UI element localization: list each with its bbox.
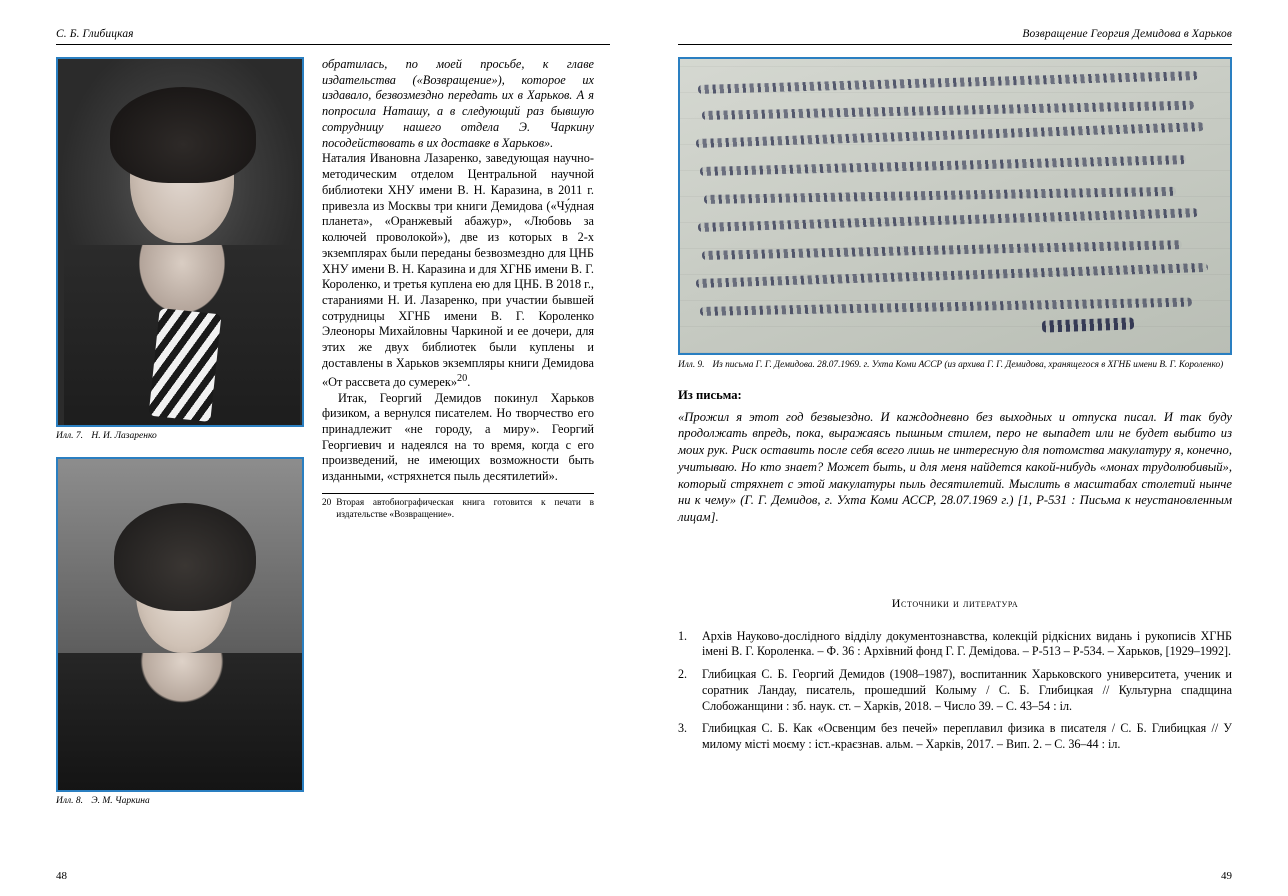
handwriting-strokes [680, 59, 1230, 353]
figure-9 [678, 57, 1232, 372]
paragraph-lazarenko: Наталия Ивановна Лазаренко, заведующая научно-методическим отделом Центральной научной библиотеки ХНУ имени В. Н. Каразина, в 2011 г. привезла из Москвы три книги Демидова («Чу́дная планета», «Оранжевый абажур», «Любовь за колючей проволокой»), две из которых в 2-х экземплярах были переданы безвозмездно для ЦНБ ХНУ имени В. Н. Каразина и для ХГНБ имени В. Г. Короленко, и третья куплена ею для ЦНБ. В 2018 г., стараниями Н. И. Лазаренко, при участии бывшей сотрудницы ХГНБ имени В. Г. Короленко Элеоноры Михайловны Чаркиной и ее дочери, для этих же двух библиотек были куплены и доставлены в Харьков экземпляры книги Демидова «От рассвета до сумерек»$^{20}$. [322, 151, 594, 389]
reference-text: Глибицкая С. Б. Георгий Демидов (1908–1987), воспитанник Харьковского университета, ученик и соратник Ландау, писатель, прошедший Колыму / С. Б. Глибицкая // Культурна спадщина Слобожанщини : зб. наук. ст. – Харків, 2018. – Число 39. – С. 43–54 : іл. [702, 667, 1232, 713]
reference-item [678, 667, 1232, 714]
paragraph-conclusion: Итак, Георгий Демидов покинул Харьков физиком, а вернулся писателем. Но творчество его принадлежит «не городу, а миру». Георгий Георгиевич и надеялся на то время, когда с его произведений, не имеющих возможности быть изданными, «стряхнется пыль десятилетий». [322, 390, 594, 484]
reference-item [678, 629, 1232, 660]
folio-left: 48 [56, 870, 67, 882]
figure-8-number: Илл. 8. [56, 795, 84, 806]
paragraph-quote-continued: обратилась, по моей просьбе, к главе издательства («Возвращение»), которое их издавало, безвозмездно передать их в Харьков. А я попросила Наташу, а в следующий раз бывшую сотрудницу нашего отдела Э. Чаркину посодействовать в их доставке в Харьков». [322, 57, 594, 150]
quote-lead-in: Из письма: [678, 387, 742, 402]
page-right [644, 0, 1288, 896]
footnote-marker-20: 20 [456, 372, 468, 384]
reference-number: 3. [678, 721, 688, 736]
portrait-photo-charkina [56, 457, 304, 792]
figure-9-number: Илл. 9. [678, 360, 705, 370]
reference-text: Глибицкая С. Б. Как «Освенцим без печей» переплавил физика в писателя / С. Б. Глибицкая // У милому місті моєму : іст.-краєзнав. альм. – Харків, 2017. – Вип. 2. – С. 36–44 : іл. [702, 721, 1232, 752]
handwritten-letter-facsimile [678, 57, 1232, 355]
portrait-photo-lazarenko [56, 57, 304, 427]
paragraph-lazarenko-text: Наталия Ивановна Лазаренко, заведующая научно-методическим отделом Центральной научной библиотеки ХНУ имени В. Н. Каразина, в 2011 г. привезла из Москвы три книги Демидова («Чу́дная планета», «Оранжевый абажур», «Любовь за колючей проволокой»), две из которых в 2-х экземплярах были переданы безвозмездно для ЦНБ ХНУ имени В. Н. Каразина и для ХГНБ имени В. Г. Короленко, и третья куплена ею для ЦНБ. В 2018 г., стараниями Н. И. Лазаренко, при участии бывшей сотрудницы ХГНБ имени В. Г. Короленко Элеоноры Михайловны Чаркиной и ее дочери, для этих же двух библиотек были куплены и доставлены в Харьков экземпляры книги Демидова «От рассвета до сумерек» [322, 151, 594, 389]
footnote-20-number: 20 [322, 497, 332, 508]
reference-number: 1. [678, 628, 688, 643]
reference-text: Архів Науково-дослідного відділу документознавства, колекцій рідкісних видань і рукописів ХГНБ імені В. Г. Короленка. – Ф. 36 : Архівний фонд Г. Г. Демідова. – Р-513 – Р-534. – Харьков, [1929–1992]. [702, 628, 1232, 659]
figure-column [56, 57, 304, 822]
running-head-right: Возвращение Георгия Демидова в Харьков [678, 28, 1232, 45]
folio-right: 49 [1221, 870, 1232, 882]
figure-8 [56, 457, 304, 808]
two-column-layout [56, 57, 610, 822]
references-heading: Источники и литература [891, 595, 1019, 610]
figure-9-label: Из письма Г. Г. Демидова. 28.07.1969. г. Ухта Коми АССР (из архива Г. Г. Демидова, хранящегося в ХГНБ имени В. Г. Короленко) [712, 360, 1224, 370]
figure-7-caption [56, 431, 304, 443]
reference-item [678, 721, 1232, 752]
letter-quote: «Прожил я этот год безвыездно. И каждодневно без выходных и отпуска писал. И так буду продолжать впредь, пока, выражаясь пышным стилем, перо не выпадет или не будет выбито из моих рук. Риск оставить после себя всего лишь не интересную для потомства макулатуру я, конечно, учитываю. Но кто знает? Может быть, и для меня найдется какой-нибудь «монах трудолюбивый», который стряхнет с этой макулатуры пыль десятилетий. Мыслить в масштабах столетий нынче ни к чему» (Г. Г. Демидов, г. Ухта Коми АССР, 28.07.1969 г.) [1, Р-531 : Письма к неустановленным лицам]. [678, 409, 1232, 525]
figure-8-caption [56, 796, 304, 808]
figure-7-number: Илл. 7. [56, 431, 84, 441]
footnote-20-text: Вторая автобиографическая книга готовится к печати в издательстве «Возвращение». [336, 497, 594, 520]
references-list [678, 629, 1232, 753]
reference-number: 2. [678, 667, 688, 682]
figure-9-caption [678, 360, 1232, 372]
footnote-20 [322, 498, 594, 521]
figure-7-label: Н. И. Лазаренко [91, 431, 157, 441]
figure-7 [56, 57, 304, 443]
figure-8-label: Э. М. Чаркина [91, 795, 150, 806]
text-column [322, 57, 594, 822]
running-head-left: С. Б. Глибицкая [56, 28, 610, 45]
footnote-divider [322, 493, 594, 494]
